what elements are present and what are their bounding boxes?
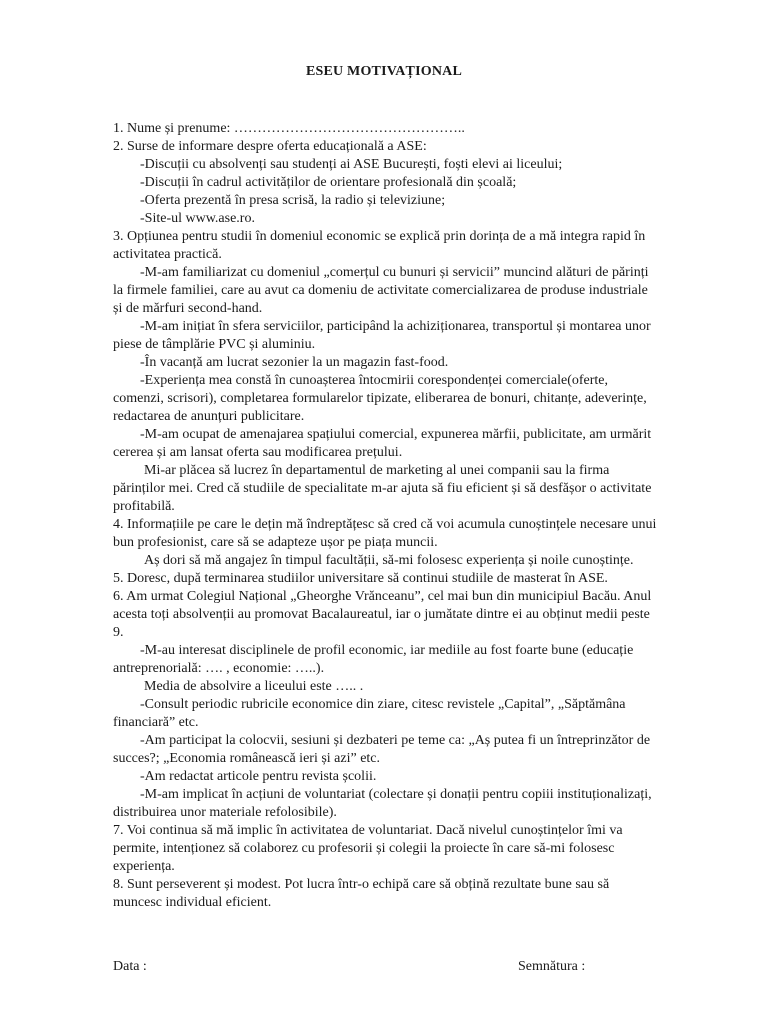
item-sources-heading: 2. Surse de informare despre oferta educațională a ASE:: [113, 139, 427, 154]
signature-label: Semnătura :: [518, 959, 586, 974]
career-wish: Mi-ar plăcea să lucrez în departamentul de marketing al unei companii sau la firma părinților mei. Cred că studiile de specialitate m-ar ajuta să fiu eficient și să desfășor o activitate profitabilă.: [113, 463, 652, 514]
experience-seasonal: -În vacanță am lucrat sezonier la un magazin fast-food.: [140, 355, 449, 370]
item-name: 1. Nume și prenume: …………………………………………..: [113, 121, 465, 136]
source-press: -Oferta prezentă în presa scrisă, la radio și televiziune;: [140, 193, 446, 208]
experience-correspondence: -Experiența mea constă în cunoașterea întocmirii corespondenței comerciale(oferte, comenzi, scrisori), completarea formularelor tipizate, eliberarea de bonuri, chitanțe, adeverințe, redactarea de anunțuri publicitare.: [113, 373, 647, 424]
college-disciplines: -M-au interesat disciplinele de profil economic, iar mediile au fost foarte bune (educație antreprenorială: …. , economie: …..).: [113, 643, 634, 676]
activity-colloquia: -Am participat la colocvii, sesiuni și dezbateri pe teme ca: „Aș putea fi un întreprinzător de succes?; „Economia românească ieri și azi” etc.: [113, 733, 651, 766]
item-college: 6. Am urmat Colegiul Național „Gheorghe Vrănceanu”, cel mai bun din municipiul Bacău. Anul acesta toți absolvenții au promovat Bacalaureatul, iar o jumătate dintre ei au obținut medii peste 9.: [113, 589, 652, 640]
activity-articles: -Am redactat articole pentru revista școlii.: [140, 769, 377, 784]
experience-store: -M-am ocupat de amenajarea spațiului comercial, expunerea mărfii, publicitate, am urmărit cererea și am lansat oferta sau modificarea prețului.: [113, 427, 652, 460]
source-discussions: -Discuții cu absolvenți sau studenți ai ASE București, foști elevi ai liceului;: [140, 157, 563, 172]
item-information: 4. Informațiile pe care le dețin mă îndreptățesc să cred că voi acumula cunoștințele necesare unui bun profesionist, care să se adapteze ușor pe piața muncii.: [113, 517, 657, 550]
experience-services: -M-am inițiat în sfera serviciilor, participând la achiziționarea, transportul și montarea unor piese de tâmplărie PVC și aluminiu.: [113, 319, 651, 352]
employment-wish: Aș dori să mă angajez în timpul facultății, să-mi folosesc experiența și noile cunoștințe.: [144, 553, 634, 568]
date-label: Data :: [113, 959, 147, 974]
document-body: [113, 120, 658, 912]
document-title: ESEU MOTIVAȚIONAL: [305, 64, 462, 79]
source-website: -Site-ul www.ase.ro.: [140, 211, 255, 226]
item-personality: 8. Sunt perseverent și modest. Pot lucra într-o echipă care să obțină rezultate bune sau să muncesc individual eficient.: [113, 877, 610, 910]
item-master: 5. Doresc, după terminarea studiilor universitare să continui studiile de masterat în ASE.: [113, 571, 608, 586]
source-orientation: -Discuții în cadrul activităților de orientare profesională din școală;: [140, 175, 517, 190]
activity-volunteering: -M-am implicat în acțiuni de voluntariat (colectare și donații pentru copiii instituționalizați, distribuirea unor materiale refolosibile).: [113, 787, 652, 820]
item-option: 3. Opțiunea pentru studii în domeniul economic se explică prin dorința de a mă integra rapid în activitatea practică.: [113, 229, 646, 262]
graduation-average: Media de absolvire a liceului este ….. .: [144, 679, 364, 694]
item-volunteering: 7. Voi continua să mă implic în activitatea de voluntariat. Dacă nivelul cunoștințelor îmi va permite, intenționez să colaborez cu profesorii și colegii la proiecte în care să-mi folosesc experiența.: [113, 823, 623, 874]
activity-magazines: -Consult periodic rubricile economice din ziare, citesc revistele „Capital”, „Săptămâna financiară” etc.: [113, 697, 626, 730]
experience-commerce: -M-am familiarizat cu domeniul „comerțul cu bunuri și servicii” muncind alături de părinți la firmele familiei, care au avut ca domeniu de activitate comercializarea de produse industriale și de mărfuri second-hand.: [113, 265, 649, 316]
